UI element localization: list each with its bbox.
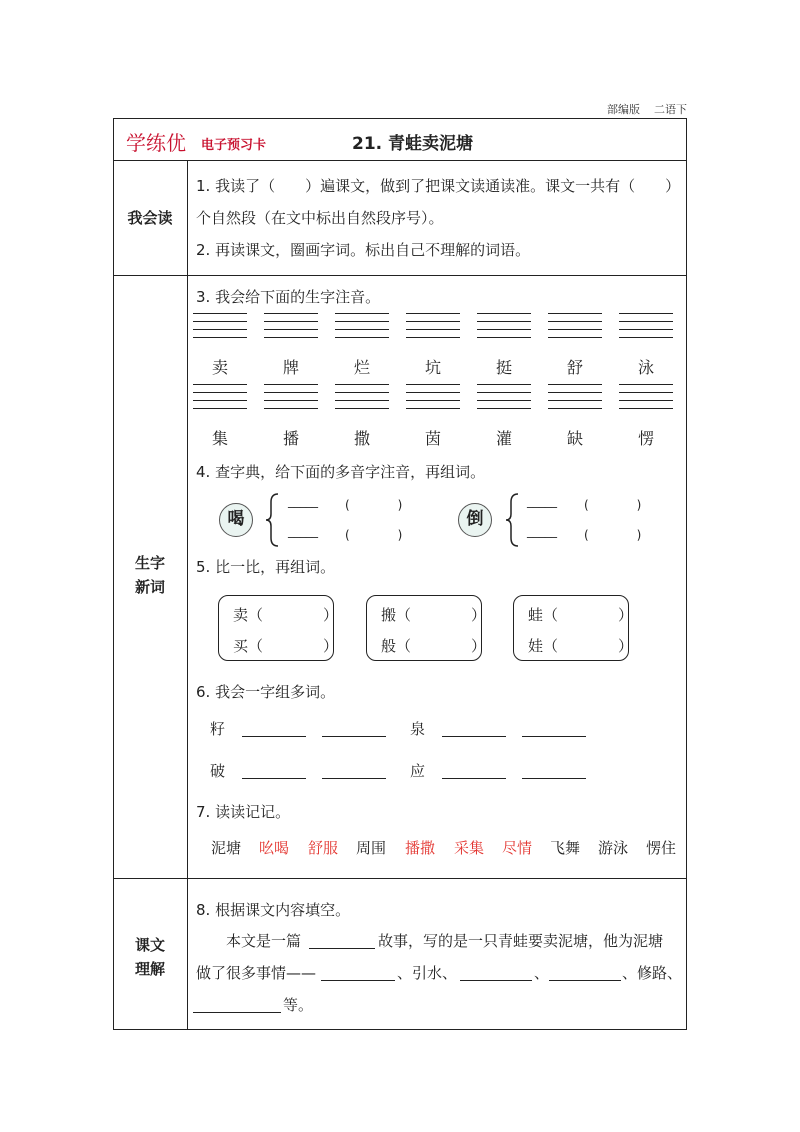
answer-blank[interactable] — [309, 948, 375, 949]
left-brace — [504, 492, 520, 548]
brand-title: 学练优 — [126, 131, 186, 155]
char: 牌 — [282, 358, 299, 377]
word-paren[interactable]: ( ) — [584, 528, 642, 542]
q1-line2: 个自然段（在文中标出自然段序号）。 — [196, 209, 444, 227]
pinyin-blank[interactable]: _____ — [527, 524, 557, 538]
section-new-words: 生字 新词 — [134, 554, 165, 596]
pinyin-lines[interactable] — [335, 384, 389, 414]
q8-text: 本文是一篇 — [226, 932, 302, 950]
word-paren[interactable]: ( ) — [345, 528, 403, 542]
compare-word[interactable]: 蛙（ ） — [528, 606, 634, 624]
char: 泳 — [637, 358, 654, 377]
answer-blank[interactable] — [321, 980, 395, 981]
answer-blank[interactable] — [549, 980, 621, 981]
char: 挺 — [495, 358, 512, 377]
q8-text: 故事，写的是一只青蛙要卖泥塘，他为泥塘 — [378, 932, 664, 950]
divider — [113, 275, 687, 276]
pinyin-lines[interactable] — [264, 384, 318, 414]
vocab-word: 舒服 — [308, 839, 339, 857]
answer-blank[interactable] — [442, 736, 506, 737]
vocab-word: 尽情 — [502, 839, 533, 857]
q6-char: 泉 — [410, 720, 426, 738]
lesson-title: 21. 青蛙卖泥塘 — [352, 134, 474, 154]
left-brace — [264, 492, 280, 548]
vocab-word: 吆喝 — [259, 839, 290, 857]
answer-blank[interactable] — [242, 778, 306, 779]
divider — [113, 160, 687, 161]
char: 缺 — [566, 429, 583, 448]
compare-box — [218, 595, 339, 661]
compare-word[interactable]: 卖（ ） — [233, 606, 339, 624]
q6-char: 破 — [210, 762, 226, 780]
char: 舒 — [566, 358, 583, 377]
vocab-word: 周围 — [356, 839, 387, 857]
pinyin-lines[interactable] — [406, 313, 460, 343]
q7-title: 7. 读读记记。 — [196, 803, 291, 821]
answer-blank[interactable] — [522, 736, 586, 737]
char: 茵 — [424, 429, 441, 448]
q1-line1: 1. 我读了（ ）遍课文，做到了把课文读通读准。课文一共有（ ） — [196, 177, 681, 195]
compare-word[interactable]: 娃（ ） — [528, 637, 634, 655]
pinyin-lines[interactable] — [619, 384, 673, 414]
column-divider — [187, 160, 188, 1030]
compare-word[interactable]: 买（ ） — [233, 637, 339, 655]
pinyin-blank[interactable]: _____ — [288, 524, 318, 538]
vocab-word: 愣住 — [646, 839, 677, 857]
vocab-word: 游泳 — [598, 839, 629, 857]
q8-text: 、修路、 — [622, 964, 683, 982]
word-paren[interactable]: ( ) — [345, 498, 403, 512]
q6-char: 籽 — [210, 720, 226, 738]
vocab-word: 泥塘 — [211, 839, 242, 857]
q8-title: 8. 根据课文内容填空。 — [196, 901, 351, 919]
char: 灌 — [495, 429, 512, 448]
compare-word[interactable]: 搬（ ） — [381, 606, 487, 624]
answer-blank[interactable] — [322, 778, 386, 779]
pinyin-lines[interactable] — [477, 313, 531, 343]
answer-blank[interactable] — [322, 736, 386, 737]
pinyin-lines[interactable] — [477, 384, 531, 414]
edition-label: 部编版 二语下 — [607, 103, 687, 116]
q5-title: 5. 比一比，再组词。 — [196, 558, 336, 576]
compare-word[interactable]: 般（ ） — [381, 637, 487, 655]
answer-blank[interactable] — [242, 736, 306, 737]
pinyin-lines[interactable] — [193, 384, 247, 414]
pinyin-lines[interactable] — [619, 313, 673, 343]
char: 集 — [211, 429, 228, 448]
q8-text: 、 — [534, 964, 550, 982]
char: 撒 — [353, 429, 370, 448]
pinyin-lines[interactable] — [548, 384, 602, 414]
char: 烂 — [353, 358, 370, 377]
q2-text: 2. 再读课文，圈画字词。标出自己不理解的词语。 — [196, 241, 531, 259]
q6-title: 6. 我会一字组多词。 — [196, 683, 336, 701]
char: 播 — [282, 429, 299, 448]
pinyin-lines[interactable] — [335, 313, 389, 343]
answer-blank[interactable] — [193, 1012, 281, 1013]
q8-text: 、引水、 — [397, 964, 458, 982]
vocab-word: 采集 — [454, 839, 485, 857]
q3-title: 3. 我会给下面的生字注音。 — [196, 288, 381, 306]
section-understand: 课文 理解 — [134, 936, 165, 978]
q8-text: 做了很多事情—— — [196, 964, 317, 982]
polyphone-char: 倒 — [458, 503, 492, 537]
vocab-word: 播撒 — [405, 839, 436, 857]
polyphone-char: 喝 — [219, 503, 253, 537]
pinyin-blank[interactable]: _____ — [527, 494, 557, 508]
q4-title: 4. 查字典，给下面的多音字注音，再组词。 — [196, 463, 486, 481]
word-paren[interactable]: ( ) — [584, 498, 642, 512]
pinyin-lines[interactable] — [193, 313, 247, 343]
answer-blank[interactable] — [522, 778, 586, 779]
answer-blank[interactable] — [460, 980, 532, 981]
pinyin-lines[interactable] — [406, 384, 460, 414]
char: 坑 — [424, 358, 441, 377]
divider — [113, 878, 687, 879]
q8-text: 等。 — [283, 996, 314, 1014]
compare-box — [513, 595, 634, 661]
q6-char: 应 — [410, 762, 426, 780]
card-subtitle: 电子预习卡 — [201, 138, 267, 153]
char: 愣 — [637, 429, 654, 448]
pinyin-lines[interactable] — [264, 313, 318, 343]
pinyin-lines[interactable] — [548, 313, 602, 343]
answer-blank[interactable] — [442, 778, 506, 779]
compare-box — [366, 595, 487, 661]
section-read: 我会读 — [127, 209, 173, 227]
pinyin-blank[interactable]: _____ — [288, 494, 318, 508]
char: 卖 — [211, 358, 228, 377]
vocab-word: 飞舞 — [550, 839, 581, 857]
